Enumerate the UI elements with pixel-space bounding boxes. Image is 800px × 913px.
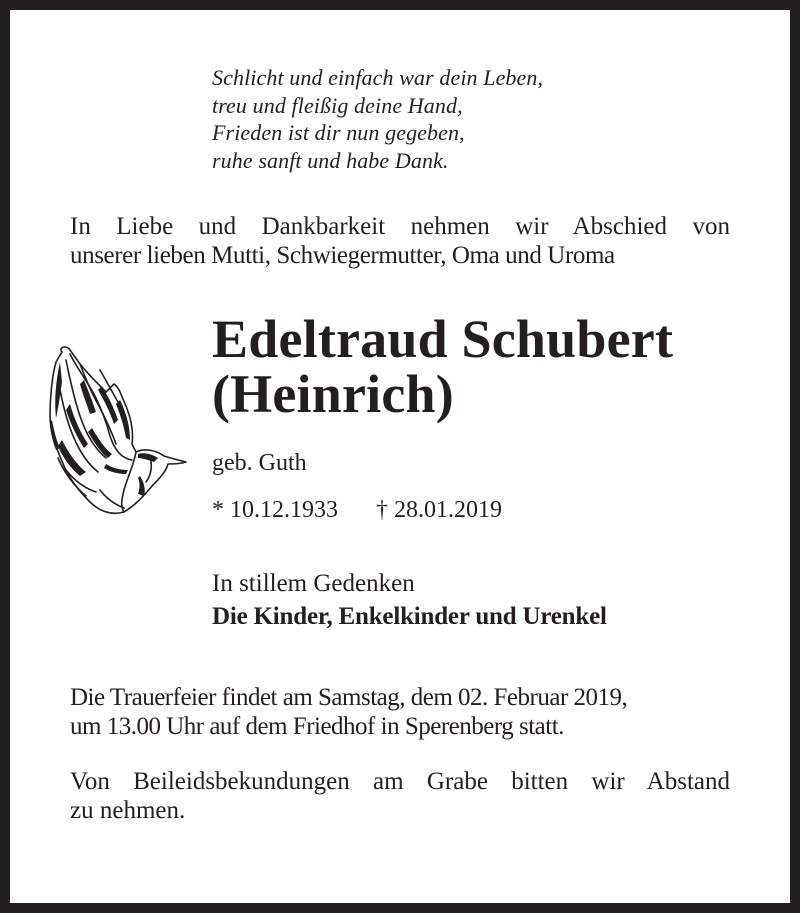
ceremony-line: Die Trauerfeier findet am Samstag, dem 02. Februar 2019, [70, 684, 628, 711]
condolence-line: Von Beileidsbekundungen am Grabe bitten wir Abstand [70, 768, 730, 795]
deceased-name: Edeltraud Schubert [212, 309, 674, 369]
poem-line: Frieden ist dir nun gegeben, [212, 120, 465, 145]
intro-line: In Liebe und Dankbarkeit nehmen wir Abschied von [70, 213, 730, 240]
intro-text [70, 212, 730, 270]
deceased-name-block [212, 309, 674, 424]
poem-line: treu und fleißig deine Hand, [212, 92, 463, 118]
condolence-note [70, 767, 730, 825]
poem-line: Schlicht und einfach war dein Leben, [212, 65, 544, 90]
remember-text: In stillem Gedenken [212, 570, 415, 597]
ceremony-line: um 13.00 Uhr auf dem Friedhof in Sperenberg statt. [70, 713, 564, 740]
ceremony-info [70, 683, 740, 741]
life-dates [212, 496, 502, 524]
praying-hands-icon [40, 340, 190, 518]
condolence-line: zu nehmen. [70, 797, 186, 824]
maiden-name: geb. Guth [212, 450, 307, 476]
intro-line: unserer lieben Mutti, Schwiegermutter, Oma und Uroma [70, 242, 615, 269]
poem-line: ruhe sanft und habe Dank. [212, 147, 449, 173]
poem [212, 64, 543, 174]
deceased-alt-name: (Heinrich) [212, 364, 454, 424]
death-date: † 28.01.2019 [376, 497, 502, 523]
mourners-family: Die Kinder, Enkelkinder und Urenkel [212, 603, 607, 630]
birth-date: * 10.12.1933 [212, 497, 338, 523]
